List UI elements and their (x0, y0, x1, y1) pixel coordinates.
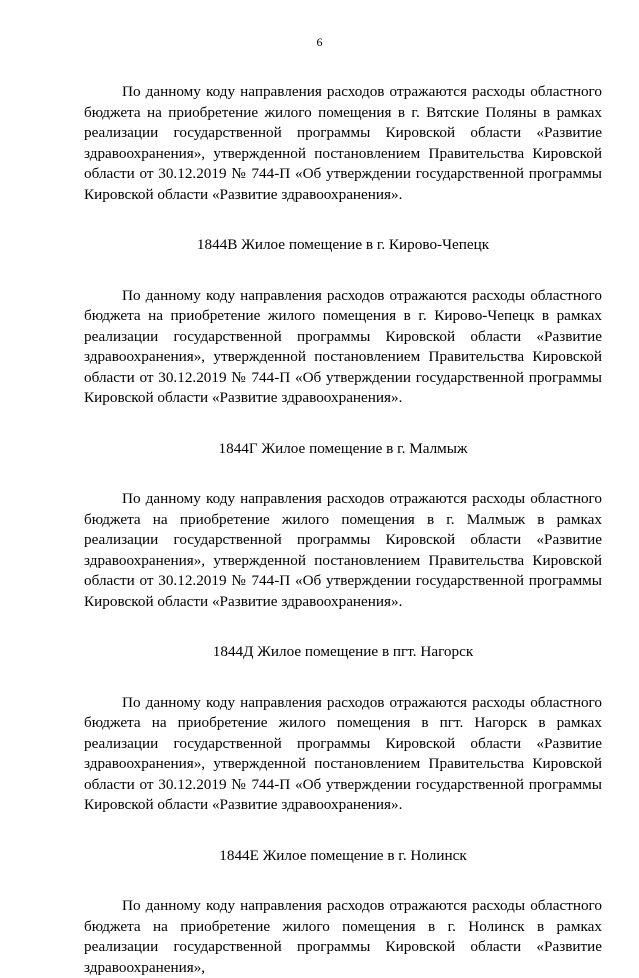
paragraph-malmyzh: По данному коду направления расходов отражаются расходы областного бюджета на приобретение жилого помещения в г. Малмыж в рамках реализации государственной программы Кировской области «Развитие здравоохранения», утвержденной постановлением Правительства Кировской области от 30.12.2019 № 744-П «Об утверждении государственной программы Кировской области «Развитие здравоохранения». (84, 490, 602, 610)
section-heading-kirovo-chepetsk: 1844В Жилое помещение в г. Кирово-Чепецк (196, 236, 490, 253)
paragraph-vyatskie-polyany: По данному коду направления расходов отражаются расходы областного бюджета на приобретение жилого помещения в г. Вятские Поляны в рамках реализации государственной программы Кировской области «Развитие здравоохранения», утвержденной постановлением Правительства Кировской области от 30.12.2019 № 744-П «Об утверждении государственной программы Кировской области «Развитие здравоохранения». (84, 83, 602, 203)
paragraph-nolinsk: По данному коду направления расходов отражаются расходы областного бюджета на приобретение жилого помещения в г. Нолинск в рамках реализации государственной программы Кировской области «Развитие здравоохранения», (84, 897, 602, 976)
document-body (84, 82, 602, 978)
section-heading-malmyzh: 1844Г Жилое помещение в г. Малмыж (218, 439, 468, 457)
section-heading-nolinsk: 1844Е Жилое помещение в г. Нолинск (219, 846, 467, 864)
section-heading-nagorsk: 1844Д Жилое помещение в пгт. Нагорск (212, 643, 474, 660)
page-number: 6 (316, 35, 323, 49)
paragraph-kirovo-chepetsk: По данному коду направления расходов отражаются расходы областного бюджета на приобретение жилого помещения в г. Кирово-Чепецк в рамках реализации государственной программы Кировской области «Развитие здравоохранения», утвержденной постановлением Правительства Кировской области от 30.12.2019 № 744-П «Об утверждении государственной программы Кировской области «Развитие здравоохранения». (84, 286, 602, 406)
paragraph-nagorsk: По данному коду направления расходов отражаются расходы областного бюджета на приобретение жилого помещения в пгт. Нагорск в рамках реализации государственной программы Кировской области «Развитие здравоохранения», утвержденной постановлением Правительства Кировской области от 30.12.2019 № 744-П «Об утверждении государственной программы Кировской области «Развитие здравоохранения». (84, 693, 602, 813)
